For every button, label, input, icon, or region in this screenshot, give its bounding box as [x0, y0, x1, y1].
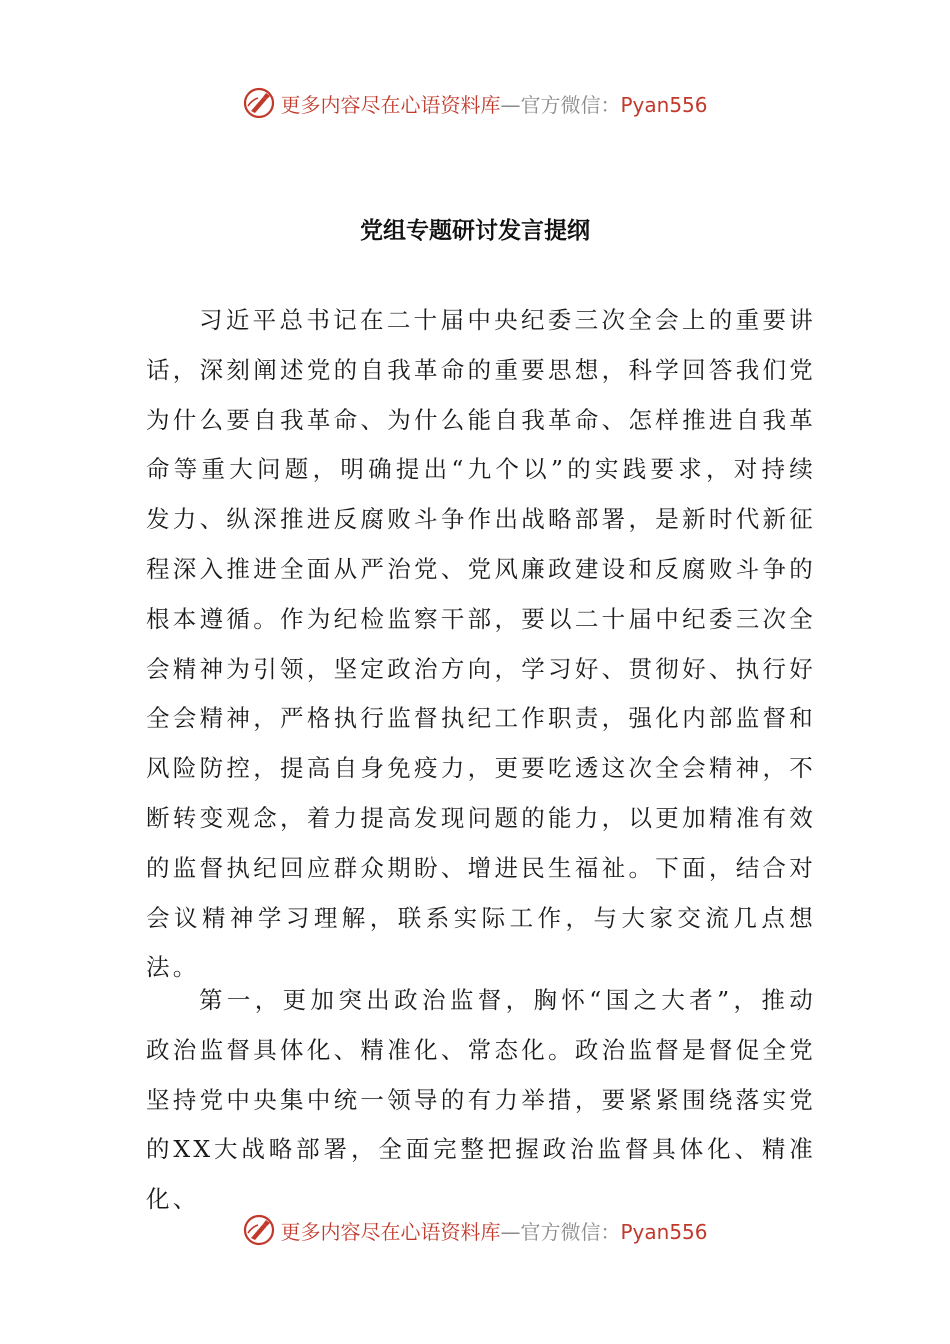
- pen-nib-logo-icon: [242, 86, 276, 120]
- watermark-dash: —: [500, 92, 521, 117]
- document-title: 党组专题研讨发言提纲: [360, 218, 590, 244]
- watermark-main-text: 更多内容尽在心语资料库: [280, 1219, 501, 1244]
- body-paragraph-1: 习近平总书记在二十届中央纪委三次全会上的重要讲话，深刻阐述党的自我革命的重要思想，科学回答我们党为什么要自我革命、为什么能自我革命、怎样推进自我革命等重大问题，明确提出“九个以”的实践要求，对持续发力、纵深推进反腐败斗争作出战略部署，是新时代新征程深入推进全面从严治党、党风廉政建设和反腐败斗争的根本遵循。作为纪检监察干部，要以二十届中纪委三次全会精神为引领，坚定政治方向，学习好、贯彻好、执行好全会精神，严格执行监督执纪工作职责，强化内部监督和风险防控，提高自身免疫力，更要吃透这次全会精神，不断转变观念，着力提高发现问题的能力，以更加精准有效的监督执纪回应群众期盼、增进民生福祉。下面，结合对会议精神学习理解，联系实际工作，与大家交流几点想法。: [146, 306, 816, 982]
- watermark-wechat-id: Pyan556: [620, 1219, 708, 1244]
- watermark-text: [280, 1216, 707, 1245]
- watermark-wechat-id: Pyan556: [620, 92, 708, 117]
- watermark-main-text: 更多内容尽在心语资料库: [280, 92, 501, 117]
- watermark-banner-top: [0, 83, 950, 123]
- watermark-wechat-label: 官方微信：: [520, 92, 621, 117]
- pen-nib-logo-icon: [242, 1213, 276, 1247]
- watermark-banner-bottom: [0, 1210, 950, 1250]
- watermark-dash: —: [500, 1219, 521, 1244]
- watermark-text: [280, 89, 707, 118]
- watermark-wechat-label: 官方微信：: [520, 1219, 621, 1244]
- body-paragraph-2: 第一，更加突出政治监督，胸怀“国之大者”，推动政治监督具体化、精准化、常态化。政治监督是督促全党坚持党中央集中统一领导的有力举措，要紧紧围绕落实党的XX大战略部署，全面完整把握政治监督具体化、精准化、: [146, 986, 816, 1214]
